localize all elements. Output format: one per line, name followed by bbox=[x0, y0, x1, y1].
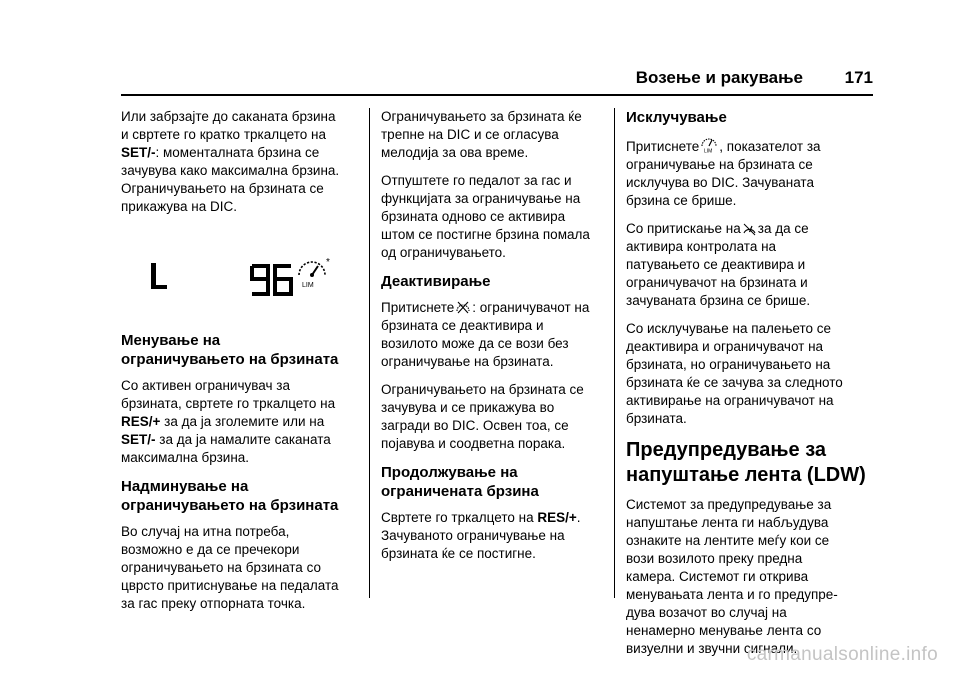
text-line: брзината, но ограничувањето на bbox=[626, 357, 831, 372]
text-line: активира контролата на bbox=[626, 239, 777, 254]
text-line: активирање на ограничувачот на bbox=[626, 393, 834, 408]
text-line: цврсто притиснување на педалата bbox=[121, 578, 339, 593]
text-line: менувањата лента и го предупре- bbox=[626, 587, 838, 602]
text-line: исклучува во DIC. Зачуваната bbox=[626, 175, 814, 190]
col1-paragraph-3 bbox=[121, 523, 361, 613]
text-line: мелодија за ова време. bbox=[381, 145, 529, 160]
text-line: максимална брзина. bbox=[121, 450, 250, 465]
text-line: брзината се деактивира и bbox=[381, 318, 544, 333]
col2-paragraph-5 bbox=[381, 509, 609, 563]
col2-paragraph-3 bbox=[381, 299, 609, 371]
text-line: штом се постигне брзина помала bbox=[381, 227, 590, 242]
text-line: Ограничувањето за брзината ќе bbox=[381, 109, 582, 124]
text-line: возилото може да се вози без bbox=[381, 336, 569, 351]
column-1 bbox=[121, 108, 361, 623]
text-fragment: Со притискање на bbox=[626, 221, 741, 236]
col3-paragraph-2 bbox=[626, 220, 876, 310]
column-2 bbox=[381, 108, 609, 573]
text-line: патувањето се деактивира и bbox=[626, 257, 806, 272]
text-fragment: . bbox=[576, 510, 581, 525]
text-fragment: Свртете го тркалцето на bbox=[381, 510, 538, 525]
text-line: вози возилото преку предна bbox=[626, 551, 803, 566]
text-line: брзината ќе се зачува за следното bbox=[626, 375, 843, 390]
speed-limiter-icon bbox=[296, 257, 332, 289]
dic-display-illustration bbox=[121, 251, 361, 321]
text-line: за гас преку отпорната точка. bbox=[121, 596, 306, 611]
col1-paragraph-2 bbox=[121, 377, 361, 467]
text-line bbox=[121, 413, 361, 431]
text-line: Отпуштете го педалот за гас и bbox=[381, 173, 572, 188]
col2-paragraph-1 bbox=[381, 108, 609, 162]
svg-text:LIM: LIM bbox=[704, 148, 713, 153]
text-line: појавува и соодветна порака. bbox=[381, 436, 566, 451]
res-plus-label: RES/+ bbox=[121, 414, 161, 429]
text-line: Со исклучување на палењето се bbox=[626, 321, 832, 336]
heading-change-limit bbox=[121, 331, 361, 369]
text-line: визуелни и звучни сигнали. bbox=[626, 641, 798, 656]
text-line: Или забрзајте до саканата брзина bbox=[121, 109, 336, 124]
speed-readout-96 bbox=[249, 263, 295, 297]
text-line: дува возачот во случај на bbox=[626, 605, 787, 620]
col3-paragraph-1 bbox=[626, 135, 876, 210]
col2-paragraph-4 bbox=[381, 381, 609, 453]
text-line bbox=[121, 144, 361, 162]
text-line bbox=[381, 509, 609, 527]
watermark-footer: carmanualsonline.info bbox=[746, 644, 938, 665]
text-line: Системот за предупредување за bbox=[626, 497, 832, 512]
column-divider-2 bbox=[614, 108, 615, 598]
text-fragment: : ограничувачот на bbox=[472, 300, 590, 315]
text-line: ограничувачот на брзината и bbox=[626, 275, 808, 290]
text-line: зачувува и се прикажува во bbox=[381, 400, 555, 415]
text-line: загради во DIC. Освен тоа, се bbox=[381, 418, 569, 433]
text-line bbox=[626, 220, 876, 238]
page-number: 171 bbox=[844, 68, 873, 87]
heading-line: ограничувањето на брзината bbox=[121, 351, 339, 368]
res-plus-label: RES/+ bbox=[537, 510, 577, 525]
column-3 bbox=[626, 108, 876, 668]
heading-deactivate: Деактивирање bbox=[381, 273, 491, 290]
text-fragment: : моменталната брзина се bbox=[155, 145, 320, 160]
set-minus-label: SET/- bbox=[121, 432, 156, 447]
text-line: ограничување на брзината. bbox=[381, 354, 554, 369]
heading-line: Менување на bbox=[121, 332, 221, 349]
heading-switch-off: Исклучување bbox=[626, 109, 727, 126]
text-line: ограничувањето на брзината со bbox=[121, 560, 321, 575]
text-line: прикажува на DIC. bbox=[121, 199, 237, 214]
text-line: трепне на DIC и се огласува bbox=[381, 127, 559, 142]
col1-paragraph-1 bbox=[121, 108, 361, 216]
text-line: Ограничувањето на брзината се bbox=[121, 181, 324, 196]
heading-line: напуштање лента (LDW) bbox=[626, 464, 866, 486]
text-fragment: Притиснете bbox=[381, 300, 455, 315]
text-line: деактивира и ограничувачот на bbox=[626, 339, 824, 354]
text-line: возможно е да се пречекори bbox=[121, 542, 300, 557]
limiter-cancel-icon bbox=[455, 300, 471, 315]
svg-text:LIM: LIM bbox=[302, 282, 314, 289]
text-fragment: , показателот за bbox=[719, 139, 821, 154]
text-line: напуштање лента ги набљудува bbox=[626, 515, 829, 530]
text-line: од ограничувањето. bbox=[381, 245, 506, 260]
col2-paragraph-2 bbox=[381, 172, 609, 262]
text-fragment: за да ја зголемите или на bbox=[160, 414, 325, 429]
text-fragment: за да се bbox=[757, 221, 809, 236]
text-line bbox=[626, 135, 876, 156]
text-line bbox=[381, 299, 609, 317]
col3-paragraph-3 bbox=[626, 320, 876, 428]
text-fragment: Притиснете bbox=[626, 139, 700, 154]
heading-line: Надминување на bbox=[121, 478, 249, 495]
header-rule bbox=[121, 94, 873, 96]
header-title: Возење и ракување bbox=[635, 68, 803, 87]
text-line: брзината. bbox=[626, 411, 687, 426]
heading-resume-limit bbox=[381, 463, 609, 501]
col3-paragraph-4 bbox=[626, 496, 876, 658]
text-line: брзината одново се активира bbox=[381, 209, 566, 224]
text-line bbox=[121, 431, 361, 449]
text-line: Во случај на итна потреба, bbox=[121, 524, 290, 539]
svg-text:*: * bbox=[326, 257, 330, 268]
text-line: функцијата за ограничување на bbox=[381, 191, 581, 206]
speed-limiter-icon bbox=[700, 135, 718, 153]
gear-letter-l bbox=[149, 261, 169, 291]
text-line: Со активен ограничувач за bbox=[121, 378, 290, 393]
text-line: брзина се брише. bbox=[626, 193, 737, 208]
text-line: и свртете го кратко тркалцето на bbox=[121, 127, 326, 142]
text-line: зачувува како максимална брзина. bbox=[121, 163, 340, 178]
text-line: брзината, свртете го тркалцето на bbox=[121, 396, 336, 411]
text-line: ознаките на лентите меѓу кои се bbox=[626, 533, 830, 548]
text-line: Зачуваното ограничување на bbox=[381, 528, 565, 543]
text-fragment: за да ја намалите саканата bbox=[155, 432, 331, 447]
heading-line: Предупредување за bbox=[626, 439, 827, 461]
heading-line: ограничената брзина bbox=[381, 483, 539, 500]
heading-exceed-limit bbox=[121, 477, 361, 515]
text-line: брзината ќе се постигне. bbox=[381, 546, 536, 561]
heading-line: ограничувањето на брзината bbox=[121, 497, 339, 514]
page-header bbox=[121, 66, 873, 96]
heading-lane-departure-warning bbox=[626, 438, 876, 488]
text-line: камера. Системот ги открива bbox=[626, 569, 809, 584]
column-divider-1 bbox=[369, 108, 370, 598]
heading-line: Продолжување на bbox=[381, 464, 518, 481]
text-line: Ограничувањето на брзината се bbox=[381, 382, 584, 397]
text-line: зачуваната брзина се брише. bbox=[626, 293, 811, 308]
text-line: ограничување на брзината се bbox=[626, 157, 813, 172]
set-minus-label: SET/- bbox=[121, 145, 156, 160]
text-line: ненамерно менување лента со bbox=[626, 623, 822, 638]
cruise-control-icon bbox=[742, 222, 757, 236]
